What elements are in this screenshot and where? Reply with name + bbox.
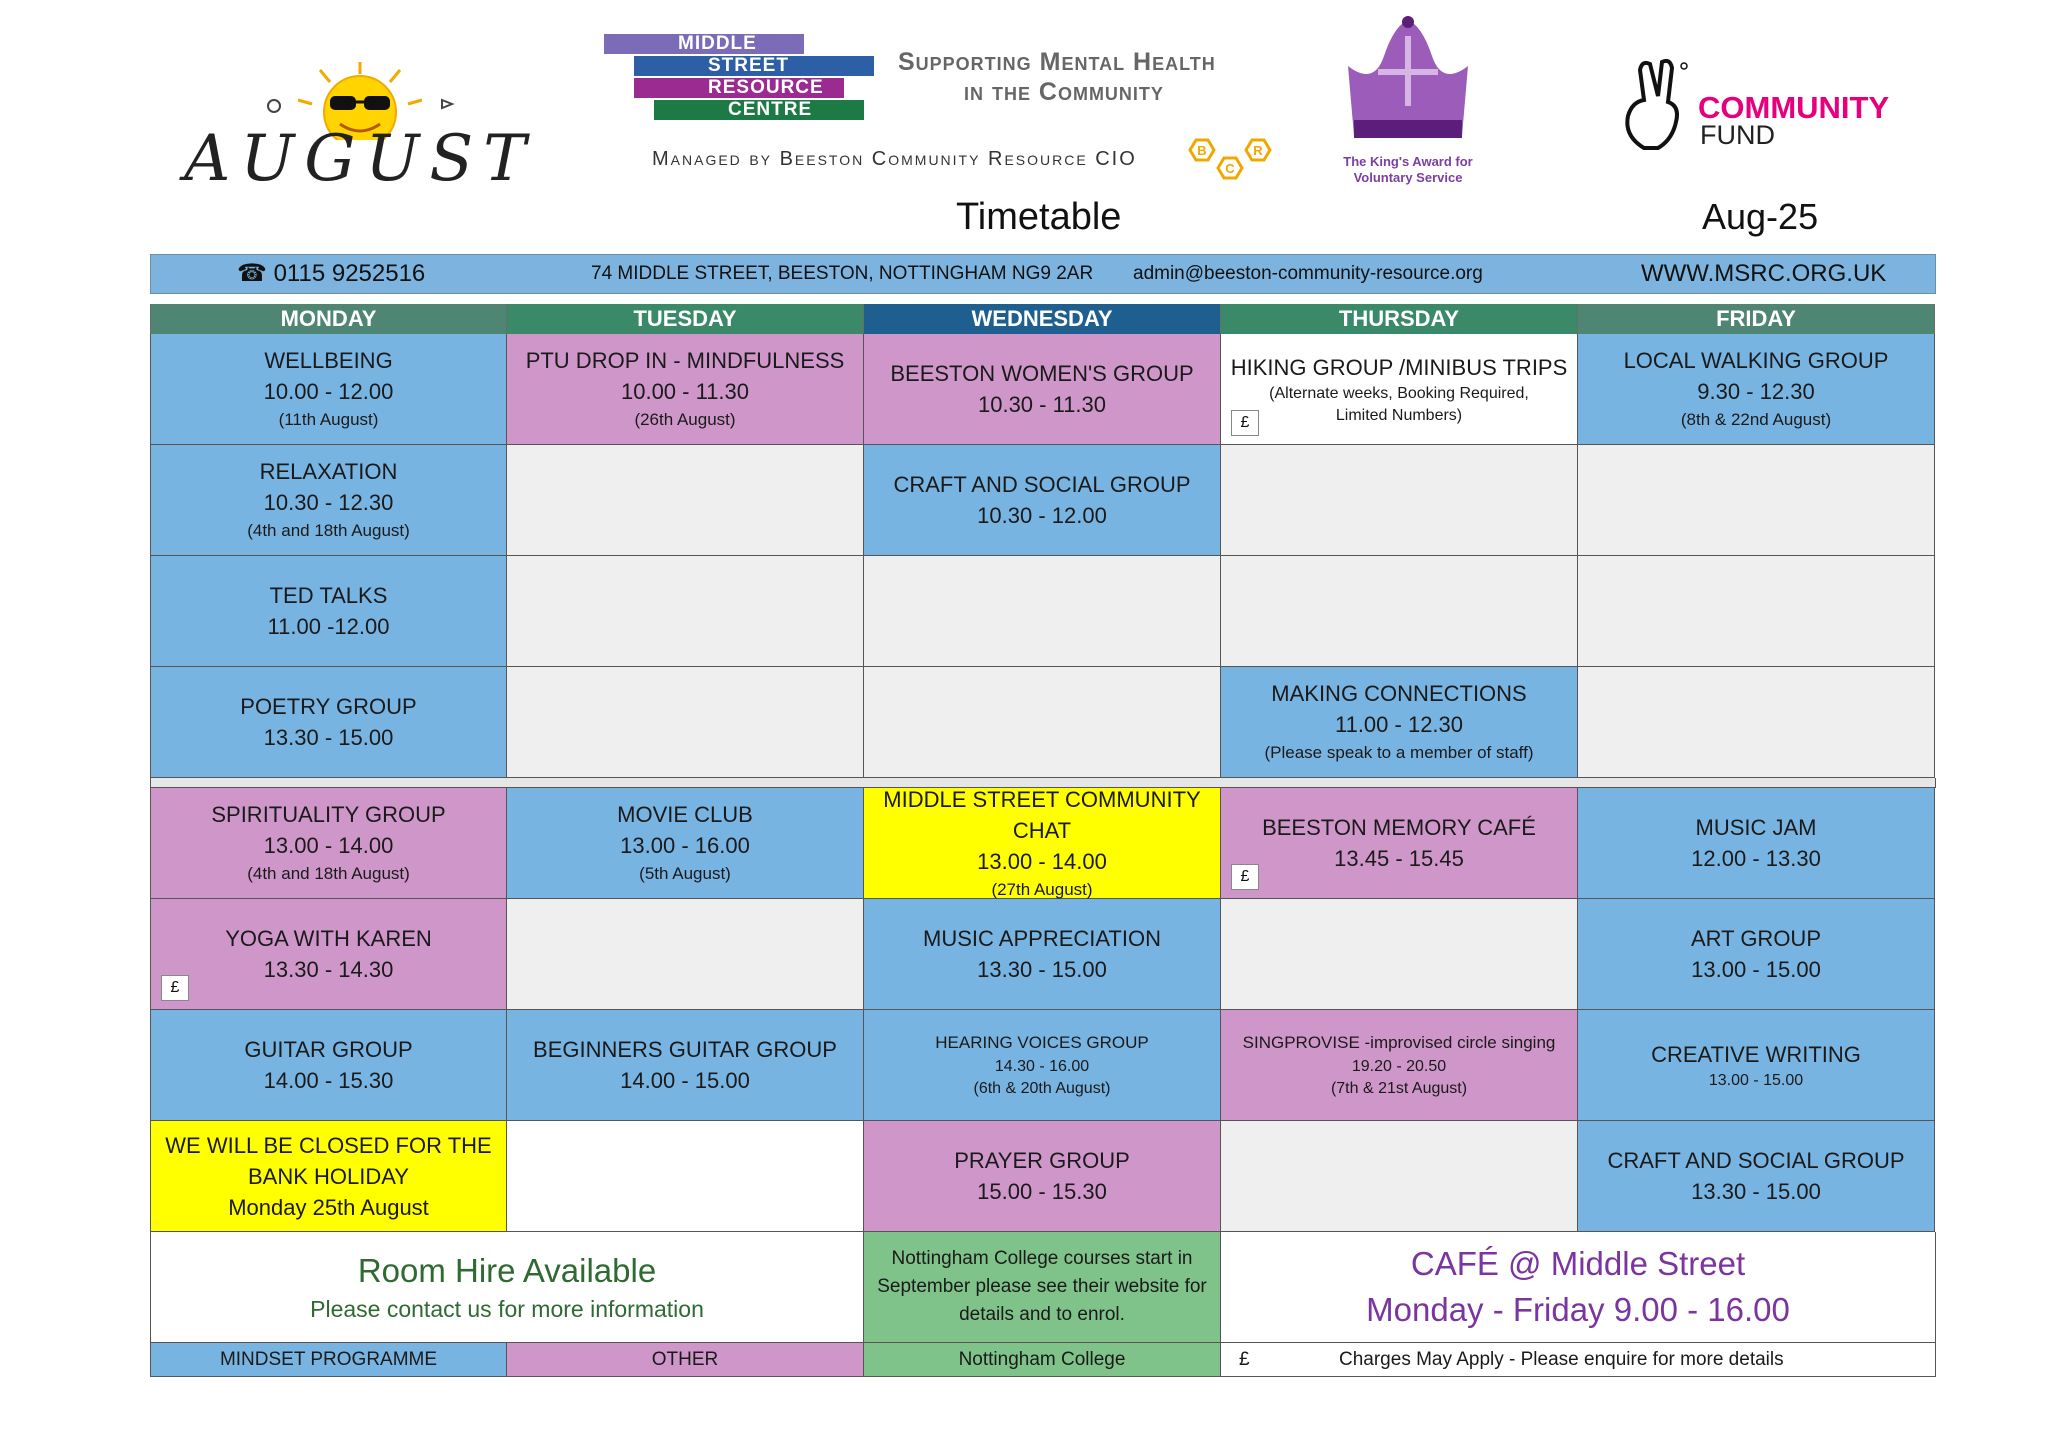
session-title: GUITAR GROUP [244,1037,413,1062]
session-cell [1221,788,1578,899]
session-title: MUSIC JAM [1695,815,1817,840]
legend-other: OTHER [507,1343,864,1377]
session-cell [1578,1010,1935,1121]
community-fund-logo [1614,56,1904,156]
room-hire-box [150,1232,864,1343]
kings-award-text: The King's Award for Voluntary Service [1343,154,1473,185]
august-logo [180,60,540,196]
phone-number[interactable]: ☎ 0115 9252516 [237,260,426,287]
session-time: 10.30 - 12.00 [977,503,1107,528]
session-time: 12.00 - 13.30 [1691,846,1821,871]
tagline: in the Community [964,78,1164,106]
session-time: 11.00 -12.00 [267,614,390,639]
session-title: RELAXATION [259,459,398,484]
session-title: HEARING VOICES GROUP [935,1033,1149,1052]
day-header-friday: FRIDAY [1578,304,1935,334]
session-cell [150,445,507,556]
empty-cell [507,1121,864,1232]
session-cell [150,788,507,899]
college-info-box: Nottingham College courses start in September please see their website for details and to enrol. [864,1232,1221,1343]
timetable-row [150,1010,1936,1121]
session-time: 13.00 - 15.00 [1691,957,1821,982]
session-title: PRAYER GROUP [954,1148,1130,1173]
session-title: LOCAL WALKING GROUP [1623,348,1889,373]
session-cell [1578,788,1935,899]
afternoon-sessions [150,788,1936,1232]
room-hire-title: Room Hire Available [357,1252,657,1289]
timetable-row [150,667,1936,778]
session-cell [150,899,507,1010]
empty-cell [507,556,864,667]
legend-charges-text: Charges May Apply - Please enquire for more details [1339,1349,1784,1370]
session-title: BEGINNERS GUITAR GROUP [533,1037,837,1062]
session-note: (27th August) [991,879,1093,899]
session-title: POETRY GROUP [240,694,417,719]
cafe-title: CAFÉ @ Middle Street [1410,1245,1746,1282]
session-time: 13.30 - 14.30 [263,957,394,982]
timetable-row [150,788,1936,899]
session-time: 13.00 - 14.00 [977,848,1107,874]
session-time: 19.20 - 20.50 [1351,1058,1447,1075]
session-cell [507,1010,864,1121]
session-time: 13.45 - 15.45 [1334,846,1464,871]
empty-cell [1578,667,1935,778]
session-note: Limited Numbers) [1335,406,1463,424]
session-title: CRAFT AND SOCIAL GROUP [1607,1148,1905,1173]
cafe-hours: Monday - Friday 9.00 - 16.00 [1366,1291,1790,1328]
session-time: BANK HOLIDAY [248,1163,409,1189]
empty-cell [1221,1121,1578,1232]
msrc-logo-line: STREET [634,56,874,76]
session-note: (8th & 22nd August) [1680,410,1832,429]
session-cell [1221,667,1578,778]
session-cell [150,556,507,667]
empty-cell [1221,899,1578,1010]
session-title: TED TALKS [269,583,388,608]
session-time: 14.00 - 15.00 [620,1068,750,1093]
session-title: ART GROUP [1691,926,1821,951]
session-time: 15.00 - 15.30 [977,1179,1107,1204]
bcr-letter: R [1253,143,1263,158]
session-time: 14.00 - 15.30 [263,1068,394,1093]
session-title: BEESTON WOMEN'S GROUP [890,361,1194,386]
session-title: WE WILL BE CLOSED FOR THE [165,1132,492,1158]
session-time: 10.30 - 12.30 [263,490,394,515]
session-note: (11th August) [278,410,379,429]
session-cell [864,899,1221,1010]
timetable-row [150,445,1936,556]
community-fund-text: FUND [1700,120,1775,150]
legend-mindset: MINDSET PROGRAMME [150,1343,507,1377]
session-title: MIDDLE STREET COMMUNITY CHAT [883,786,1201,843]
session-time: 9.30 - 12.30 [1697,379,1815,404]
session-title: CREATIVE WRITING [1651,1041,1861,1067]
session-title: HIKING GROUP /MINIBUS TRIPS [1230,354,1568,380]
session-cell [1221,334,1578,445]
session-note: (6th & 20th August) [973,1080,1111,1097]
msrc-logo [604,30,1304,180]
session-cell [507,334,864,445]
pound-charge-icon: £ [1231,410,1259,436]
session-cell [507,788,864,899]
managed-by-text: Managed by Beeston Community Resource CIO [652,148,1137,170]
room-hire-subtitle: Please contact us for more information [310,1296,704,1322]
session-time: 10.00 - 12.00 [263,379,394,404]
session-note: (26th August) [634,410,736,429]
session-cell [150,1121,507,1232]
msrc-logo-line: RESOURCE [634,78,844,98]
session-title: PTU DROP IN - MINDFULNESS [525,348,845,373]
session-title: WELLBEING [264,348,393,373]
session-title: MOVIE CLUB [617,802,753,827]
session-time: (Alternate weeks, Booking Required, [1269,384,1529,402]
empty-cell [1221,445,1578,556]
session-title: MUSIC APPRECIATION [923,926,1161,951]
session-time: 11.00 - 12.30 [1334,712,1464,737]
session-note: (4th and 18th August) [247,521,410,540]
session-time: 14.30 - 16.00 [994,1058,1090,1075]
session-cell [150,667,507,778]
session-note: (4th and 18th August) [247,864,410,883]
session-cell [864,334,1221,445]
session-cell [864,788,1221,899]
legend [150,1343,1936,1377]
legend-charges [1221,1343,1936,1377]
community-fund-text: COMMUNITY [1698,90,1890,125]
session-cell [864,1010,1221,1121]
session-title: CRAFT AND SOCIAL GROUP [893,472,1191,497]
session-time: 13.30 - 15.00 [977,957,1107,982]
month-label: Aug-25 [1702,196,1819,237]
kings-award-logo [1334,16,1482,192]
timetable-row [150,1121,1936,1232]
contact-bar [150,254,1936,294]
empty-cell [864,667,1221,778]
empty-cell [1221,556,1578,667]
bcr-letter: B [1197,143,1207,158]
session-cell [150,334,507,445]
msrc-logo-line: CENTRE [654,100,864,120]
address: 74 MIDDLE STREET, BEESTON, NOTTINGHAM NG9 2AR [591,263,1094,284]
session-note: (Please speak to a member of staff) [1264,743,1534,762]
session-cell [1578,334,1935,445]
crossed-fingers-icon [1614,56,1694,156]
session-time: 13.30 - 15.00 [1691,1179,1821,1204]
session-cell [150,1010,507,1121]
info-row [150,1232,1936,1343]
session-cell [1578,1121,1935,1232]
empty-cell [507,899,864,1010]
legend-college: Nottingham College [864,1343,1221,1377]
empty-cell [1578,556,1935,667]
session-title: MAKING CONNECTIONS [1271,681,1527,706]
august-title-art: AUGUST [184,122,536,196]
session-note: (5th August) [639,864,731,883]
day-header-wednesday: WEDNESDAY [864,304,1221,334]
day-header-thursday: THURSDAY [1221,304,1578,334]
empty-cell [507,445,864,556]
session-time: 10.30 - 11.30 [977,392,1107,417]
bcr-logo-icon [1182,138,1286,182]
session-time: 13.00 - 16.00 [620,833,750,858]
session-cell [864,1121,1221,1232]
session-time: 13.30 - 15.00 [263,725,394,750]
session-time: 13.00 - 15.00 [1708,1071,1804,1089]
session-title: SINGPROVISE -improvised circle singing [1242,1033,1556,1052]
session-cell [864,445,1221,556]
morning-sessions [150,334,1936,778]
pound-charge-icon: £ [161,975,189,1001]
empty-cell [507,667,864,778]
session-note: (7th & 21st August) [1330,1080,1468,1097]
timetable-row [150,334,1936,445]
session-time: 10.00 - 11.30 [620,379,750,404]
session-cell [1578,899,1935,1010]
email-address[interactable]: admin@beeston-community-resource.org [1133,263,1483,284]
tagline: Supporting Mental Health [898,48,1216,76]
session-title: YOGA WITH KAREN [225,926,432,951]
crown-icon [1334,16,1482,152]
session-cell [1221,1010,1578,1121]
session-title: BEESTON MEMORY CAFÉ [1262,815,1536,840]
session-title: SPIRITUALITY GROUP [211,802,446,827]
pound-icon: £ [1239,1349,1250,1370]
day-header-row [150,304,1936,334]
day-header-tuesday: TUESDAY [507,304,864,334]
page-title: Timetable [956,196,1122,238]
session-note: Monday 25th August [228,1194,429,1220]
timetable [150,304,1936,1377]
website-link[interactable]: WWW.MSRC.ORG.UK [1641,260,1887,287]
timetable-row [150,556,1936,667]
cafe-info-box [1221,1232,1936,1343]
timetable-row [150,899,1936,1010]
session-time: 13.00 - 14.00 [263,833,394,858]
empty-cell [1578,445,1935,556]
day-header-monday: MONDAY [150,304,507,334]
bcr-letter: C [1225,161,1235,176]
pound-charge-icon: £ [1231,864,1259,890]
msrc-logo-line: MIDDLE [604,34,804,54]
empty-cell [864,556,1221,667]
